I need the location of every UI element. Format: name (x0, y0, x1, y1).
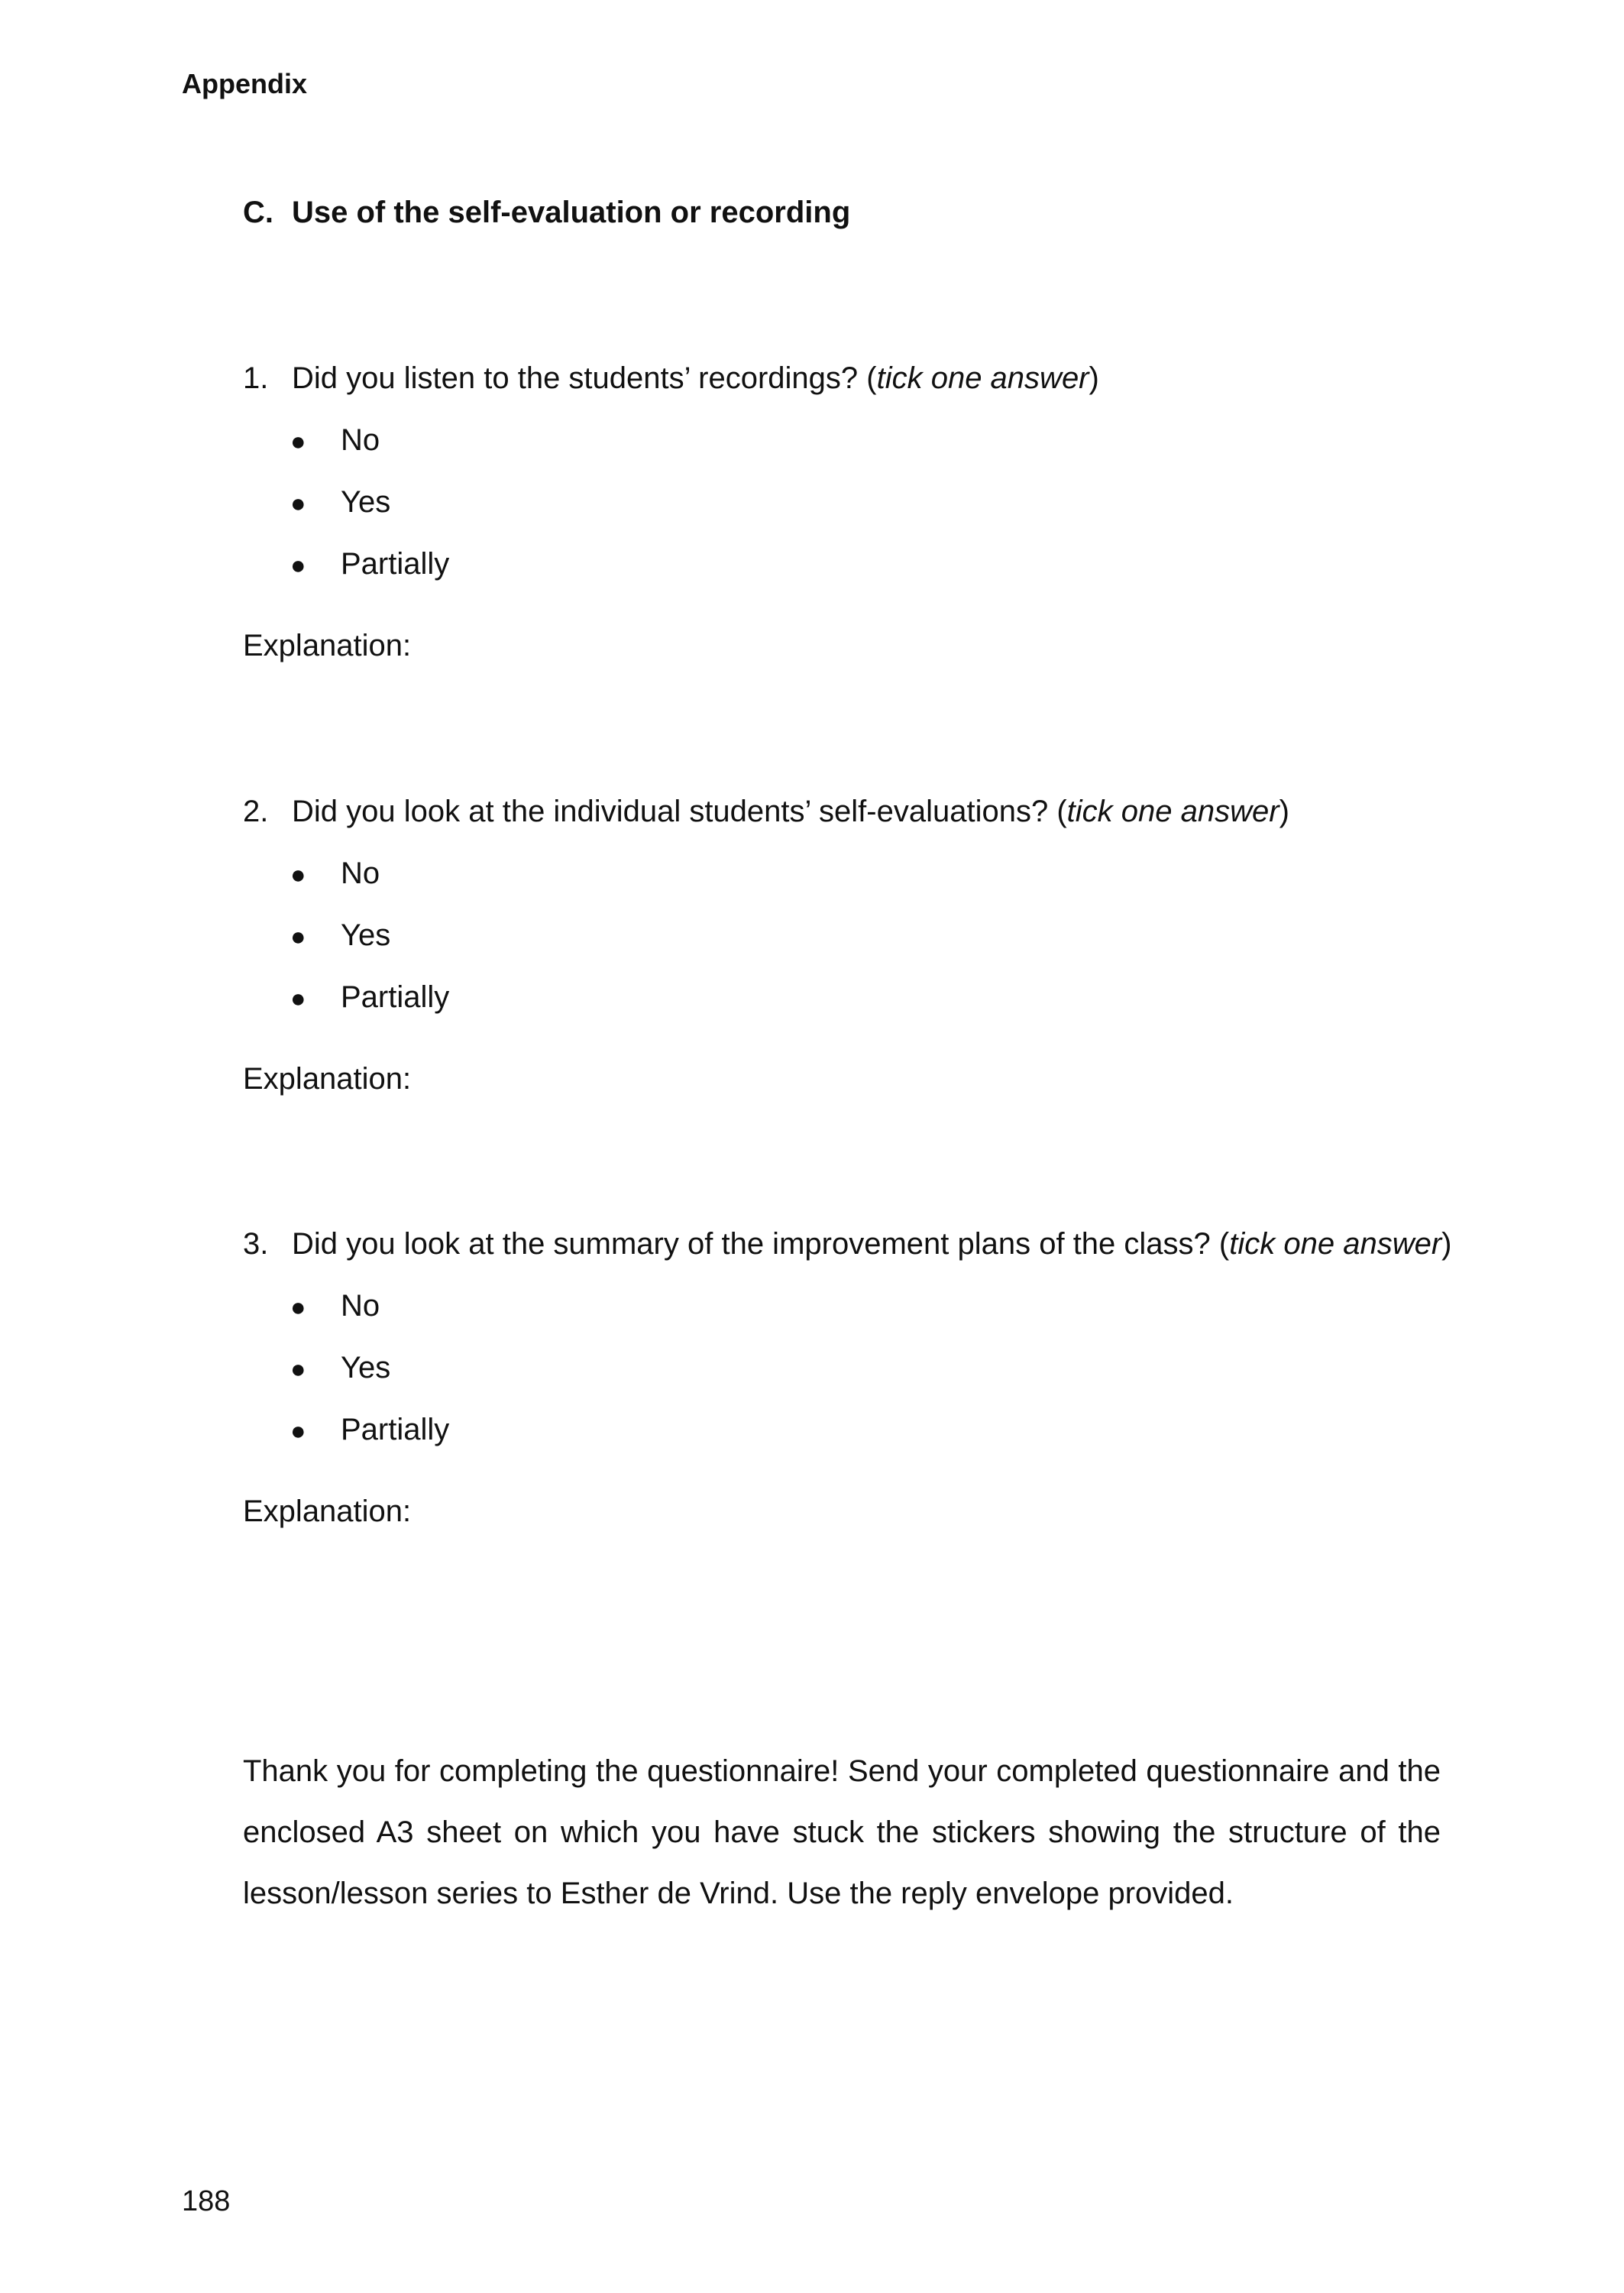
question-number: 2. (243, 795, 269, 828)
option-yes[interactable] (290, 1349, 390, 1388)
bullet-icon: ● (290, 984, 306, 1013)
bullet-icon: ● (290, 551, 306, 580)
bullet-icon: ● (290, 1355, 306, 1384)
question-hint: tick one answer (1066, 795, 1279, 828)
option-partially[interactable] (290, 1410, 449, 1450)
option-no[interactable] (290, 421, 380, 461)
option-yes[interactable] (290, 916, 390, 956)
option-partially[interactable] (290, 978, 449, 1018)
question-1 (243, 359, 1099, 397)
explanation-label: Explanation: (243, 629, 412, 662)
question-hint: tick one answer (1229, 1227, 1442, 1261)
option-no[interactable] (290, 1287, 380, 1326)
bullet-icon: ● (290, 860, 306, 889)
question-number: 3. (243, 1227, 269, 1261)
question-close: ) (1279, 795, 1289, 828)
page-number: 188 (182, 2185, 231, 2217)
option-label: Partially (341, 980, 450, 1014)
option-no[interactable] (290, 854, 380, 894)
option-partially[interactable] (290, 545, 449, 585)
bullet-icon: ● (290, 489, 306, 518)
question-text: Did you look at the summary of the improvement plans of the class? ( (292, 1227, 1230, 1261)
question-text: Did you listen to the students’ recordings? ( (292, 361, 877, 395)
question-3 (243, 1225, 1451, 1263)
question-text: Did you look at the individual students’ self-evaluations? ( (292, 795, 1067, 828)
section-letter: C. (243, 196, 273, 229)
question-2 (243, 792, 1289, 831)
explanation-label: Explanation: (243, 1495, 412, 1528)
option-label: Partially (341, 1413, 450, 1446)
option-label: Yes (341, 918, 391, 952)
section-title (243, 193, 850, 232)
option-label: Partially (341, 547, 450, 581)
bullet-icon: ● (290, 427, 306, 456)
option-label: No (341, 423, 380, 457)
bullet-icon: ● (290, 1293, 306, 1322)
option-label: No (341, 857, 380, 890)
option-yes[interactable] (290, 483, 390, 523)
option-label: No (341, 1289, 380, 1323)
section-title-text: Use of the self-evaluation or recording (292, 196, 851, 229)
question-close: ) (1089, 361, 1099, 395)
explanation-label: Explanation: (243, 1062, 412, 1096)
running-head: Appendix (182, 68, 308, 99)
option-label: Yes (341, 1351, 391, 1385)
bullet-icon: ● (290, 922, 306, 951)
question-number: 1. (243, 361, 269, 395)
question-hint: tick one answer (876, 361, 1089, 395)
question-close: ) (1441, 1227, 1452, 1261)
option-label: Yes (341, 485, 391, 519)
bullet-icon: ● (290, 1417, 306, 1446)
closing-paragraph: Thank you for completing the questionnaire! Send your completed questionnaire and the enclosed A3 sheet on which you have stuck the stickers showing the structure of the lesson/lesson series to Esther de Vrind. Use the reply envelope provided. (243, 1754, 1441, 1910)
